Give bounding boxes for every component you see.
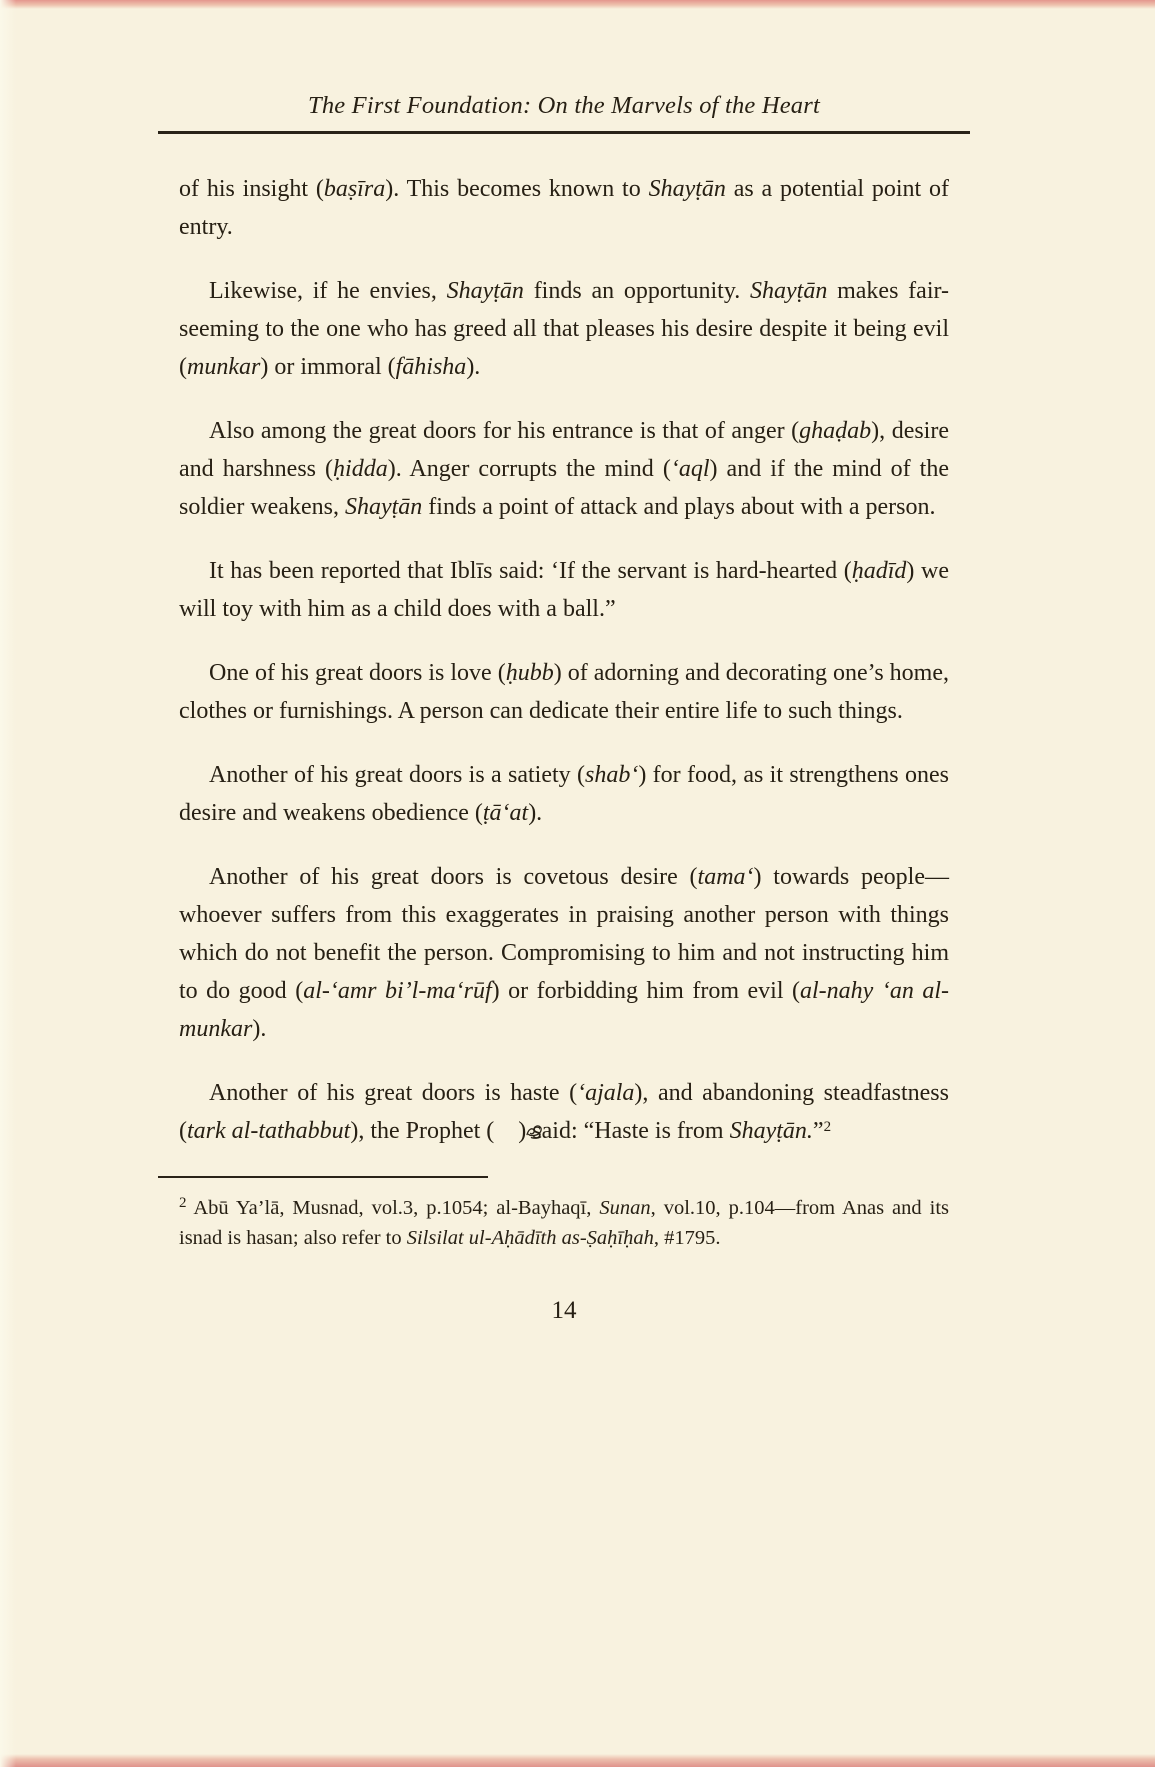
prophet-honorific-symbol — [494, 1112, 518, 1150]
scan-edge-bottom — [0, 1754, 1155, 1767]
scan-edge-left — [0, 0, 16, 1767]
footnote: $^2$ Abū Ya’lā, Musnad, vol.3, p.1054; al-Bayhaqī, Sunan, vol.10, p.104—from Anas and its isnad is hasan; also refer to Silsilat ul-Aḥādīth as-Ṣaḥīḥah, #1795. — [179, 1194, 949, 1249]
page-number: 14 — [551, 1296, 577, 1324]
footnote-rule — [158, 1176, 488, 1178]
page-body — [179, 170, 949, 1150]
paragraph: Another of his great doors is a satiety (shab‘) for food, as it strengthens ones desire and weakens obedience (ṭā‘at). — [179, 761, 949, 826]
scan-edge-top — [0, 0, 1155, 9]
paragraph: One of his great doors is love (ḥubb) of adorning and decorating one’s home, clothes or furnishings. A person can dedicate their entire life to such things. — [179, 659, 949, 724]
paragraph: Likewise, if he envies, Shayṭān finds an opportunity. Shayṭān makes fair-seeming to the one who has greed all that pleases his desire despite it being evil (munkar) or immoral (fāhisha). — [179, 277, 949, 380]
running-header — [179, 90, 949, 134]
paragraph: of his insight (baṣīra). This becomes known to Shayṭān as a potential point of entry. — [179, 175, 949, 240]
paragraph: It has been reported that Iblīs said: ‘If the servant is hard-hearted (ḥadīd) we will toy with him as a child does with a ball.” — [179, 557, 949, 622]
page-content — [179, 90, 949, 1325]
paragraph: Also among the great doors for his entrance is that of anger (ghaḍab), desire and harshness (ḥidda). Anger corrupts the mind (‘aql) and if the mind of the soldier weakens, Shayṭān finds a point of attack and plays about with a person. — [179, 417, 950, 520]
running-header-title: The First Foundation: On the Marvels of the Heart — [308, 92, 820, 119]
header-rule — [158, 131, 970, 134]
paragraph: Another of his great doors is covetous desire (tama‘) towards people—whoever suffers from this exaggerates in praising another person with things which do not benefit the person. Compromising to him and not instructing him to do good (al-‘amr bi’l-ma‘rūf) or forbidding him from evil (al-nahy ‘an al-munkar). — [179, 863, 949, 1042]
paragraph: Another of his great doors is haste (‘ajala), and abandoning steadfastness (tark al-tathabbut), the Prophet ( ) said: “Haste is from Shayṭān.”$^2$ — [179, 1074, 949, 1150]
